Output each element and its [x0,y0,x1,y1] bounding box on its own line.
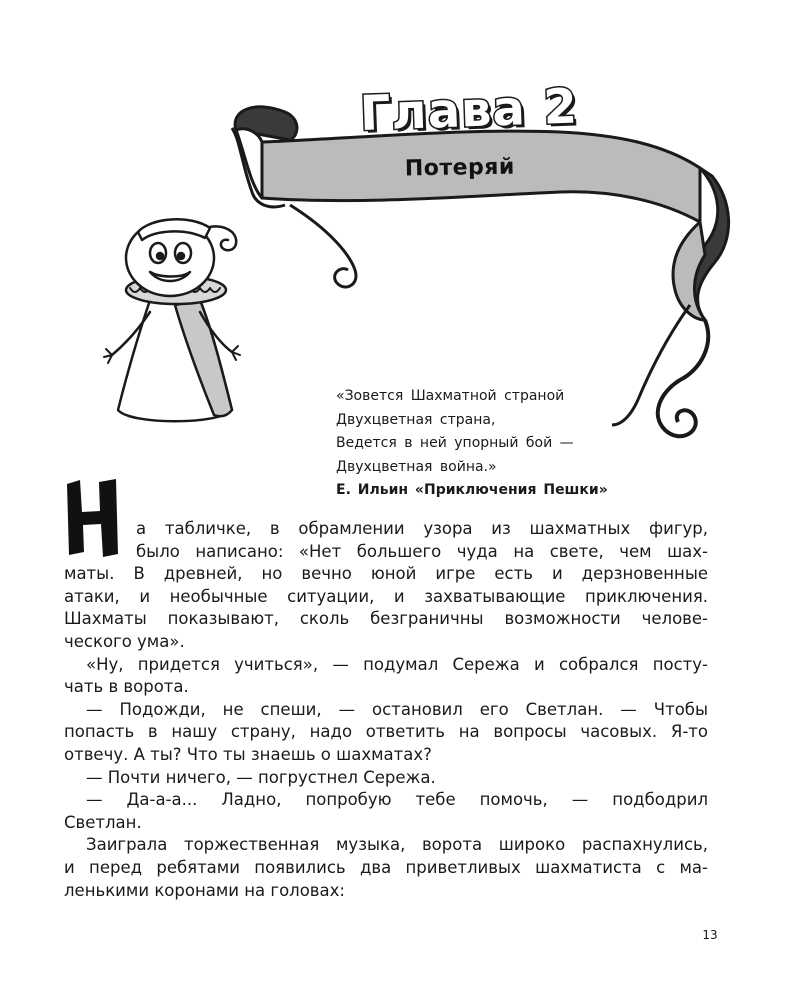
body-line: — Да-а-а... Ладно, попробую тебе помочь, — подбодрил [86,790,708,810]
body-line: отвечу. А ты? Что ты знаешь о шахматах? [64,744,432,764]
epigraph-source: Е. Ильин «Приключения Пешки» [336,482,608,498]
body-text [64,518,708,902]
body-line: маты. В древней, но вечно юной игре есть и дерзновенные [64,564,708,584]
body-line: Заиграла торжественная музыка, ворота широко распахнулись, [86,835,708,855]
body-line: а табличке, в обрамлении узора из шахматных фигур, [136,519,708,538]
epigraph-line: Двухцветная война.» [336,458,497,475]
body-line: ческого ума». [64,631,185,651]
page-number: 13 [702,928,718,942]
body-line: было написано: «Нет большего чуда на свете, чем шах- [136,541,708,561]
epigraph-line: Ведется в ней упорный бой — [336,435,574,451]
epigraph-line: «Зовется Шахматной страной [336,388,565,404]
pawn-character-illustration [104,219,240,421]
epigraph [336,385,656,503]
body-line: Шахматы показывают, сколь безграничны возможности челове- [64,609,708,629]
body-line: и перед ребятами появились два приветливых шахматиста с ма- [64,857,708,877]
body-line: Светлан. [64,812,142,832]
body-line: — Подожди, не спеши, — остановил его Светлан. — Чтобы [86,699,708,719]
body-line: попасть в нашу страну, надо ответить на вопросы часовых. Я-то [64,722,708,742]
body-line: «Ну, придется учиться», — подумал Сережа и собрался посту- [86,654,708,674]
body-line: ленькими коронами на головах: [64,880,345,900]
body-line: — Почти ничего, — погрустнел Сережа. [86,767,436,787]
epigraph-line: Двухцветная страна, [336,411,496,428]
chapter-subtitle: Потеряй [404,154,516,182]
body-line: атаки, и необычные ситуации, и захватывающие приключения. [64,586,708,606]
chapter-title: Глава 2 [358,78,579,142]
body-line: чать в ворота. [64,677,189,697]
